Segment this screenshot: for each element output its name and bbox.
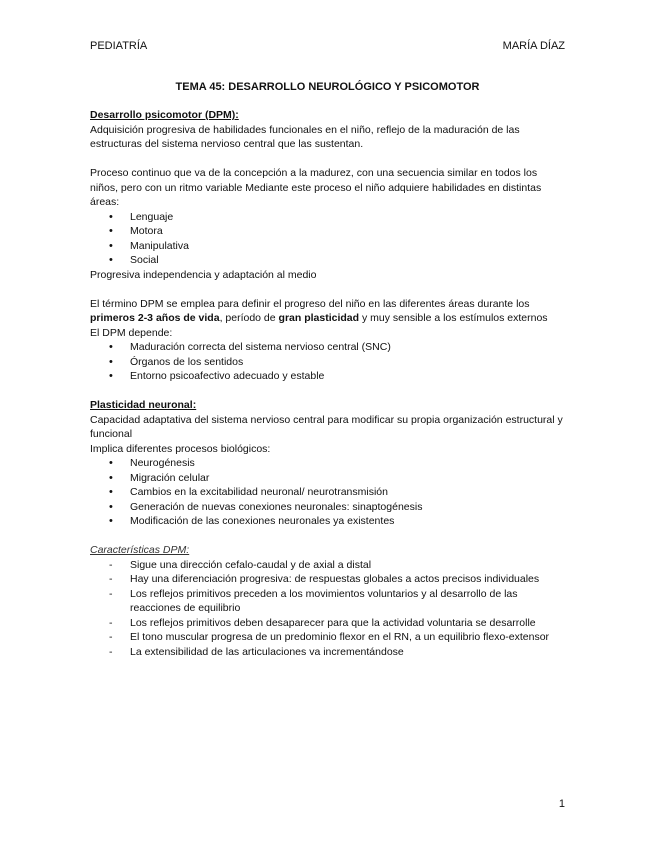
list-item: • Maduración correcta del sistema nervioso central (SNC) [90,340,568,355]
dpm-definition: Adquisición progresiva de habilidades funcionales en el niño, reflejo de la maduración de las estructuras del sistema nervioso central que las sustentan. [90,123,520,150]
section-heading-characteristics: Características DPM: [90,544,190,556]
list-item: • Cambios en la excitabilidad neuronal/ neurotransmisión [90,485,568,500]
dpm-depends-intro: El DPM depende: [90,326,173,339]
dpm-independence: Progresiva independencia y adaptación al medio [90,268,317,281]
list-item: • Migración celular [90,471,568,486]
plasticity-definition: Capacidad adaptativa del sistema nervioso central para modificar su propia organización estructural y funcional [90,413,563,440]
dpm-areas-list [90,210,568,268]
list-item: - Sigue una dirección cefalo-caudal y de axial a distal [90,558,568,573]
list-item: • Generación de nuevas conexiones neuronales: sinaptogénesis [90,500,568,515]
dpm-term-paragraph [90,297,568,326]
list-item: • Modificación de las conexiones neuronales ya existentes [90,514,568,529]
term-bold-2: gran plasticidad [278,312,360,324]
list-item: - El tono muscular progresa de un predominio flexor en el RN, a un equilibrio flexo-extensor [90,630,568,645]
list-item: • Órganos de los sentidos [90,355,568,370]
page-number: 1 [558,798,565,810]
list-item: • Social [90,253,568,268]
list-item: - Los reflejos primitivos deben desaparecer para que la actividad voluntaria se desarrolle [90,616,568,631]
term-text-2: , período de [219,312,279,324]
header-subject: PEDIATRÍA [90,40,148,52]
plasticity-intro: Implica diferentes procesos biológicos: [90,442,271,455]
term-bold-1: primeros 2-3 años de vida [90,312,220,324]
list-item: • Manipulativa [90,239,568,254]
document-body [90,108,568,659]
header-author: MARÍA DÍAZ [502,40,565,52]
list-item: • Entorno psicoafectivo adecuado y estable [90,369,568,384]
list-item: • Motora [90,224,568,239]
list-item: - Los reflejos primitivos preceden a los movimientos voluntarios y al desarrollo de las reacciones de equilibrio [90,587,568,616]
list-item: - La extensibilidad de las articulaciones va incrementándose [90,645,568,660]
list-item: • Lenguaje [90,210,568,225]
dpm-process: Proceso continuo que va de la concepción a la madurez, con una secuencia similar en todos los niños, pero con un ritmo variable Mediante este proceso el niño adquiere habilidades en distintas áreas: [90,167,542,208]
characteristics-list [90,558,568,660]
list-item: • Neurogénesis [90,456,568,471]
plasticity-list [90,456,568,529]
list-item: - Hay una diferenciación progresiva: de respuestas globales a actos precisos individuales [90,572,568,587]
dpm-depends-list [90,340,568,384]
term-text-1: El término DPM se emplea para definir el progreso del niño en las diferentes áreas durante los [90,297,530,310]
section-heading-plasticity: Plasticidad neuronal: [90,399,197,411]
section-heading-dpm: Desarrollo psicomotor (DPM): [90,109,239,121]
page-title: TEMA 45: DESARROLLO NEUROLÓGICO Y PSICOMOTOR [175,81,480,93]
term-text-3: y muy sensible a los estímulos externos [359,312,548,324]
